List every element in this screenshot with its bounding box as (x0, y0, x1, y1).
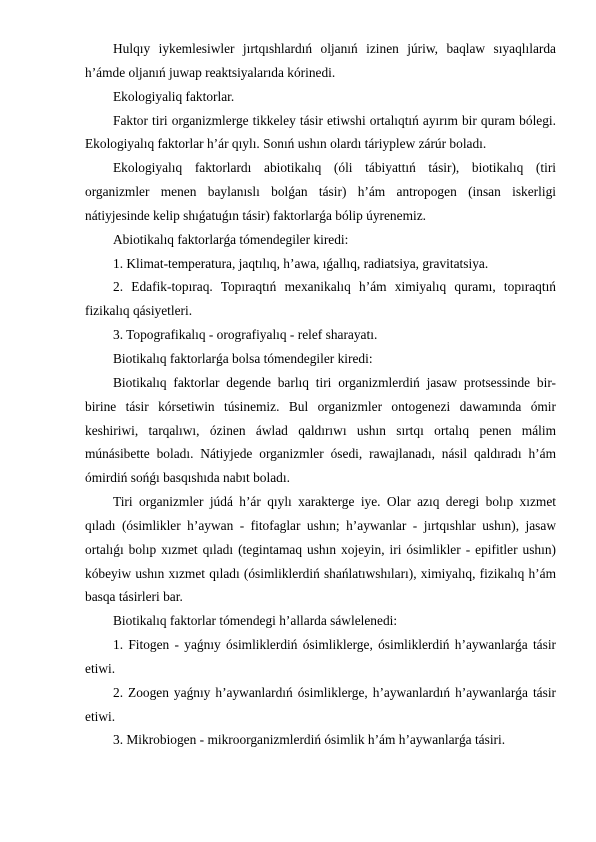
paragraph-organism-roles: Tiri organizmler júdá h’ár qıylı xarakterge iye. Olar azıq deregi bolıp xızmet qıladı (ósimlikler h’aywan - fitofaglar ushın; h’aywanlar - jırtqıshlar ushın), jasaw ortalıǵı bolıp xızmet qıladı (tegintamaq ushın xojeyin, iri ósimlikler - epifitler ushın) kóbeyiw ushın xızmet qıladı (ósimliklerdiń shańlatıwshıları), ximiyalıq, fizikalıq h’ám basqa tásirleri bar. (85, 494, 556, 605)
list-item-climatic: 1. Klimat-temperatura, jaqtılıq, h’awa, ıǵallıq, radiatsiya, gravitatsiya. (113, 255, 489, 271)
paragraph-biotic-definition: Biotikalıq faktorlar degende barlıq tiri organizmlerdiń jasaw protsessinde bir-birine tásir kórsetiwin túsinemiz. Bul organizmler ontogenezi dawamında ómir keshiriwi, tarqalıwı, ózinen áwlad qaldırıwı ushın sırtqı ortalıq penen málim múnásibette boladı. Nátiyjede organizmler ósedi, rawajlanadı, násil qaldıradı h’ám ómirdiń sońǵı basqıshıda nabıt boladı. (85, 374, 556, 486)
paragraph-predator-adaptations: Hulqıy iykemlesiwler jırtqıshlardıń oljanıń izinen júriw, baqlaw sıyaqlılarda h’ámde oljanıń juwap reaktsiyalarıda kórinedi. (85, 41, 556, 80)
list-item-microbiogenic: 3. Mikrobiogen - mikroorganizmlerdiń ósimlik h’ám h’aywanlarǵa tásiri. (113, 732, 506, 748)
paragraph-factor-classification: Ekologiyalıq faktorlardı abiotikalıq (óli tábiyattıń tásir), biotikalıq (tiri organizmler menen baylanıslı bolǵan tásir) h’ám antropogen (insan iskerligi nátiyjesinde kelip shıǵatuǵın tásir) faktorlarǵa bólip úyrenemiz. (85, 160, 556, 223)
list-item-topographic: 3. Topografikalıq - orografiyalıq - relef sharayatı. (113, 327, 378, 343)
list-item-edaphic: 2. Edafik-topıraq. Topıraqtıń mexanikalıq h’ám ximiyalıq quramı, topıraqtıń fizikalıq qásiyetleri. (85, 279, 556, 319)
list-item-phytogenic: 1. Fitogen - yaǵnıy ósimliklerdiń ósimliklerge, ósimliklerdiń h’aywanlarǵa tásir etiwi. (85, 637, 556, 676)
paragraph-factor-definition: Faktor tiri organizmlerge tikkeley tásir etiwshi ortalıqtıń ayırım bir quram bólegi. Ekologiyalıq faktorlar h’ár qıylı. Sonıń ushın olardı táriyplew zárúr boladı. (85, 112, 556, 152)
paragraph-biotic-intro: Biotikalıq faktorlarǵa bolsa tómendegiler kiredi: (113, 350, 373, 366)
document-body (85, 37, 556, 752)
paragraph-abiotic-intro: Abiotikalıq faktorlarǵa tómendegiler kiredi: (113, 231, 349, 247)
list-item-zoogenic: 2. Zoogen yaǵnıy h’aywanlardıń ósimliklerge, h’aywanlardıń h’aywanlarǵa tásir etiwi. (85, 684, 556, 724)
paragraph-biotic-forms-intro: Biotikalıq faktorlar tómendegi h’allarda sáwlelenedi: (113, 613, 398, 629)
heading-ecological-factors: Ekologiyaliq faktorlar. (113, 88, 235, 104)
